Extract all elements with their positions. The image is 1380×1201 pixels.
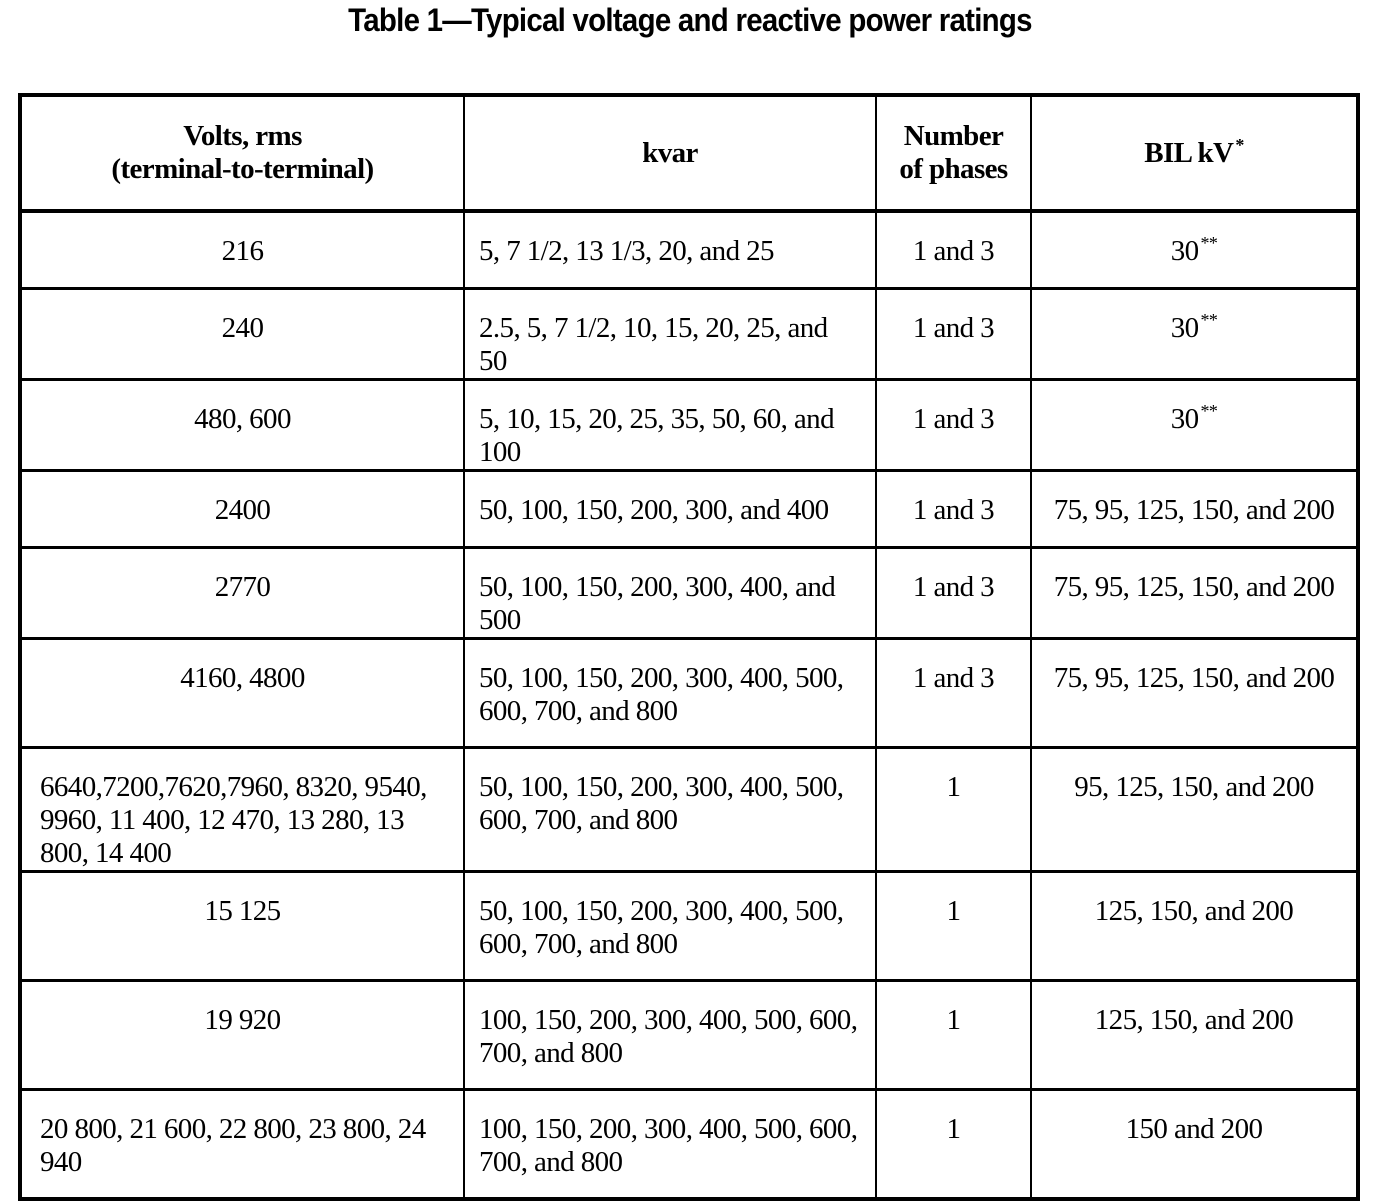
header-bil-footnote-mark: * [1235, 134, 1244, 155]
cell-volts: 216 [20, 211, 464, 289]
cell-volts: 2400 [20, 471, 464, 548]
table-row [20, 1090, 1358, 1200]
table-row [20, 380, 1358, 471]
header-phases-line1: Number [903, 120, 1004, 152]
table-row [20, 981, 1358, 1090]
cell-phases: 1 and 3 [876, 548, 1031, 639]
cell-kvar: 100, 150, 200, 300, 400, 500, 600, 700, and 800 [464, 981, 876, 1090]
cell-volts: 15 125 [20, 872, 464, 981]
cell-phases: 1 and 3 [876, 289, 1031, 380]
cell-bil: 150 and 200 [1031, 1090, 1358, 1200]
cell-kvar: 50, 100, 150, 200, 300, 400, 500, 600, 700, and 800 [464, 748, 876, 872]
cell-bil-value: 30 [1170, 235, 1199, 267]
cell-volts: 4160, 4800 [20, 639, 464, 748]
cell-bil: 75, 95, 125, 150, and 200 [1031, 639, 1358, 748]
cell-volts: 480, 600 [20, 380, 464, 471]
cell-phases: 1 [876, 748, 1031, 872]
table-row [20, 211, 1358, 289]
cell-bil [1031, 211, 1358, 289]
cell-bil-value: 30 [1170, 312, 1199, 344]
table-row [20, 748, 1358, 872]
header-kvar-label: kvar [642, 136, 698, 169]
cell-volts: 20 800, 21 600, 22 800, 23 800, 24 940 [20, 1090, 464, 1200]
cell-volts: 2770 [20, 548, 464, 639]
cell-bil: 75, 95, 125, 150, and 200 [1031, 548, 1358, 639]
cell-phases: 1 [876, 981, 1031, 1090]
cell-bil: 95, 125, 150, and 200 [1031, 748, 1358, 872]
header-volts [20, 95, 464, 211]
cell-bil-footnote-mark: ** [1200, 401, 1218, 422]
header-phases-line2: of phases [899, 153, 1008, 185]
cell-bil-footnote-mark: ** [1200, 310, 1218, 331]
header-kvar [464, 95, 876, 211]
table-title: Table 1—Typical voltage and reactive power ratings [348, 2, 1032, 38]
cell-kvar: 50, 100, 150, 200, 300, and 400 [464, 471, 876, 548]
cell-kvar: 5, 10, 15, 20, 25, 35, 50, 60, and 100 [464, 380, 876, 471]
cell-bil-footnote-mark: ** [1200, 233, 1218, 254]
table-row [20, 639, 1358, 748]
cell-kvar: 5, 7 1/2, 13 1/3, 20, and 25 [464, 211, 876, 289]
cell-bil [1031, 289, 1358, 380]
cell-kvar: 50, 100, 150, 200, 300, 400, 500, 600, 700, and 800 [464, 639, 876, 748]
table-row [20, 548, 1358, 639]
table-row [20, 289, 1358, 380]
cell-volts: 19 920 [20, 981, 464, 1090]
cell-phases: 1 and 3 [876, 380, 1031, 471]
cell-phases: 1 and 3 [876, 471, 1031, 548]
cell-bil: 125, 150, and 200 [1031, 872, 1358, 981]
cell-phases: 1 and 3 [876, 639, 1031, 748]
header-bil [1031, 95, 1358, 211]
cell-kvar: 2.5, 5, 7 1/2, 10, 15, 20, 25, and 50 [464, 289, 876, 380]
header-bil-label: BIL kV [1144, 136, 1234, 169]
table-row [20, 872, 1358, 981]
cell-kvar: 100, 150, 200, 300, 400, 500, 600, 700, and 800 [464, 1090, 876, 1200]
cell-kvar: 50, 100, 150, 200, 300, 400, 500, 600, 700, and 800 [464, 872, 876, 981]
cell-bil: 125, 150, and 200 [1031, 981, 1358, 1090]
cell-phases: 1 and 3 [876, 211, 1031, 289]
table-row [20, 471, 1358, 548]
header-volts-line2: (terminal-to-terminal) [111, 153, 374, 185]
cell-bil: 75, 95, 125, 150, and 200 [1031, 471, 1358, 548]
cell-phases: 1 [876, 872, 1031, 981]
ratings-table [18, 93, 1360, 1201]
cell-volts: 240 [20, 289, 464, 380]
header-row [20, 95, 1358, 211]
header-phases [876, 95, 1031, 211]
cell-bil [1031, 380, 1358, 471]
cell-kvar: 50, 100, 150, 200, 300, 400, and 500 [464, 548, 876, 639]
cell-volts: 6640,7200,7620,7960, 8320, 9540, 9960, 11 400, 12 470, 13 280, 13 800, 14 400 [20, 748, 464, 872]
cell-phases: 1 [876, 1090, 1031, 1200]
cell-bil-value: 30 [1170, 403, 1199, 435]
header-volts-line1: Volts, rms [183, 120, 302, 152]
